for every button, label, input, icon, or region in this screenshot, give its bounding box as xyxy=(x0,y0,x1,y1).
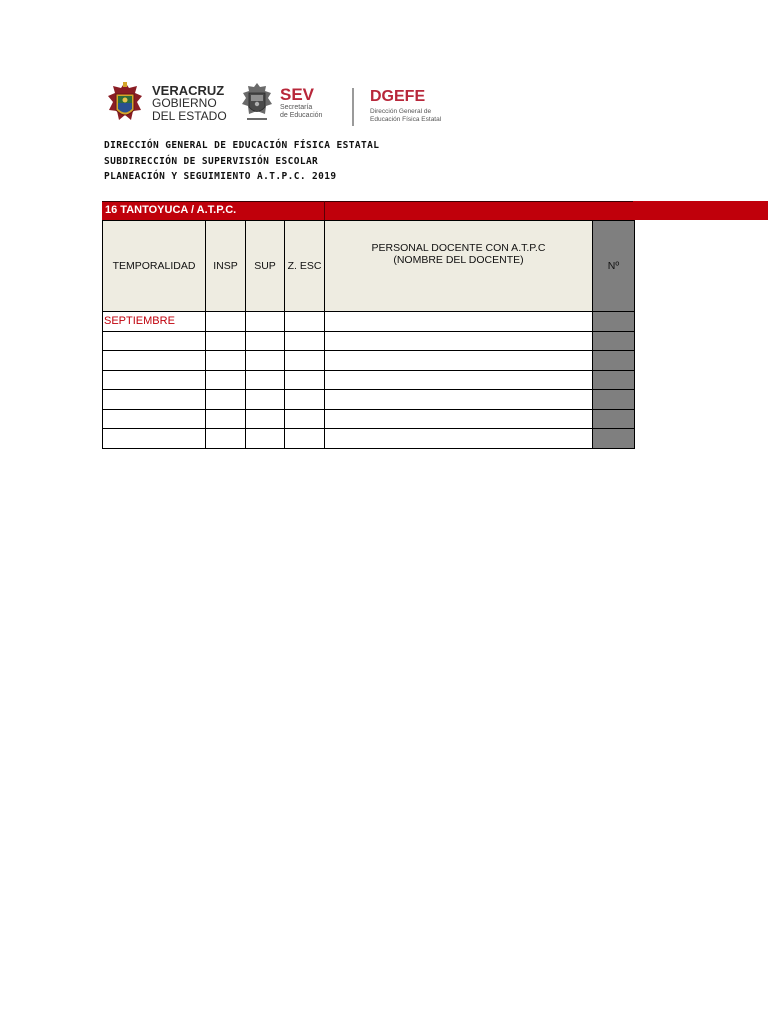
cell-temporalidad[interactable] xyxy=(103,429,206,449)
heading-line-2: SUBDIRECCIÓN DE SUPERVISIÓN ESCOLAR xyxy=(104,155,319,167)
sev-logo-line1: Secretaría xyxy=(280,104,313,111)
heading-line-3: PLANEACIÓN Y SEGUIMIENTO A.T.P.C. 2019 xyxy=(104,171,337,182)
cell-temporalidad[interactable] xyxy=(103,409,206,429)
dgefe-logo xyxy=(370,76,460,132)
cell-temporalidad[interactable] xyxy=(103,351,206,371)
section-title-band xyxy=(102,201,768,220)
cell-zesc[interactable] xyxy=(285,390,325,410)
dgefe-logo-line1: Dirección General de xyxy=(370,108,432,115)
table-row xyxy=(103,409,635,429)
cell-numero[interactable] xyxy=(593,429,635,449)
sev-logo-line2: de Educación xyxy=(280,112,323,119)
cell-zesc[interactable] xyxy=(285,312,325,332)
cell-temporalidad[interactable] xyxy=(103,390,206,410)
dgefe-logo-line2: Educación Física Estatal xyxy=(370,116,442,123)
veracruz-logo-line3: DEL ESTADO xyxy=(152,109,227,123)
cell-numero[interactable] xyxy=(593,331,635,351)
cell-zesc[interactable] xyxy=(285,429,325,449)
header-personal-line1: PERSONAL DOCENTE CON A.T.P.C xyxy=(371,242,546,254)
document-heading xyxy=(104,138,379,185)
cell-sup[interactable] xyxy=(246,409,285,429)
veracruz-logo xyxy=(104,76,234,132)
heading-line-1: DIRECCIÓN GENERAL DE EDUCACIÓN FÍSICA ESTATAL xyxy=(104,140,380,151)
logo-divider xyxy=(352,88,354,126)
dgefe-logo-name: DGEFE xyxy=(370,88,426,105)
cell-zesc[interactable] xyxy=(285,409,325,429)
cell-sup[interactable] xyxy=(246,370,285,390)
cell-sup[interactable] xyxy=(246,429,285,449)
cell-numero[interactable] xyxy=(593,351,635,371)
table-row xyxy=(103,390,635,410)
cell-numero[interactable] xyxy=(593,312,635,332)
sev-coat-of-arms-icon xyxy=(240,82,274,126)
veracruz-logo-line1: VERACRUZ xyxy=(152,83,225,98)
band-divider xyxy=(324,201,325,220)
section-title: 16 TANTOYUCA / A.T.P.C. xyxy=(105,204,237,216)
cell-temporalidad[interactable]: SEPTIEMBRE xyxy=(103,312,206,332)
table-row xyxy=(103,312,635,332)
veracruz-logo-text xyxy=(152,84,227,123)
cell-insp[interactable] xyxy=(206,331,246,351)
cell-numero[interactable] xyxy=(593,409,635,429)
cell-personal-docente[interactable] xyxy=(325,351,593,371)
header-personal-docente xyxy=(325,221,593,312)
veracruz-logo-line2: GOBIERNO xyxy=(152,96,217,110)
cell-insp[interactable] xyxy=(206,351,246,371)
cell-personal-docente[interactable] xyxy=(325,409,593,429)
cell-sup[interactable] xyxy=(246,351,285,371)
cell-insp[interactable] xyxy=(206,429,246,449)
dgefe-logo-subtitle xyxy=(370,108,460,124)
cell-sup[interactable] xyxy=(246,331,285,351)
cell-personal-docente[interactable] xyxy=(325,312,593,332)
cell-insp[interactable] xyxy=(206,370,246,390)
header-numero: Nº xyxy=(593,221,635,312)
cell-sup[interactable] xyxy=(246,312,285,332)
cell-zesc[interactable] xyxy=(285,331,325,351)
cell-personal-docente[interactable] xyxy=(325,390,593,410)
table-row xyxy=(103,331,635,351)
table-row xyxy=(103,370,635,390)
header-personal-line2: (NOMBRE DEL DOCENTE) xyxy=(393,254,524,266)
planning-table xyxy=(102,220,635,449)
header-temporalidad: TEMPORALIDAD xyxy=(103,221,206,312)
logo-strip xyxy=(104,76,452,132)
cell-insp[interactable] xyxy=(206,390,246,410)
cell-personal-docente[interactable] xyxy=(325,370,593,390)
header-sup: SUP xyxy=(246,221,285,312)
band-top-border xyxy=(102,201,633,202)
cell-insp[interactable] xyxy=(206,409,246,429)
table-header-row xyxy=(103,221,635,312)
cell-insp[interactable] xyxy=(206,312,246,332)
header-insp: INSP xyxy=(206,221,246,312)
cell-sup[interactable] xyxy=(246,390,285,410)
veracruz-coat-of-arms-icon xyxy=(104,80,146,128)
cell-numero[interactable] xyxy=(593,390,635,410)
cell-numero[interactable] xyxy=(593,370,635,390)
sev-logo-name: SEV xyxy=(280,85,315,104)
cell-temporalidad[interactable] xyxy=(103,331,206,351)
cell-zesc[interactable] xyxy=(285,370,325,390)
table-row xyxy=(103,351,635,371)
cell-zesc[interactable] xyxy=(285,351,325,371)
table-row xyxy=(103,429,635,449)
header-zesc: Z. ESC xyxy=(285,221,325,312)
sev-logo-text xyxy=(280,86,322,120)
cell-temporalidad[interactable] xyxy=(103,370,206,390)
cell-personal-docente[interactable] xyxy=(325,429,593,449)
sev-logo xyxy=(240,76,340,132)
cell-personal-docente[interactable] xyxy=(325,331,593,351)
